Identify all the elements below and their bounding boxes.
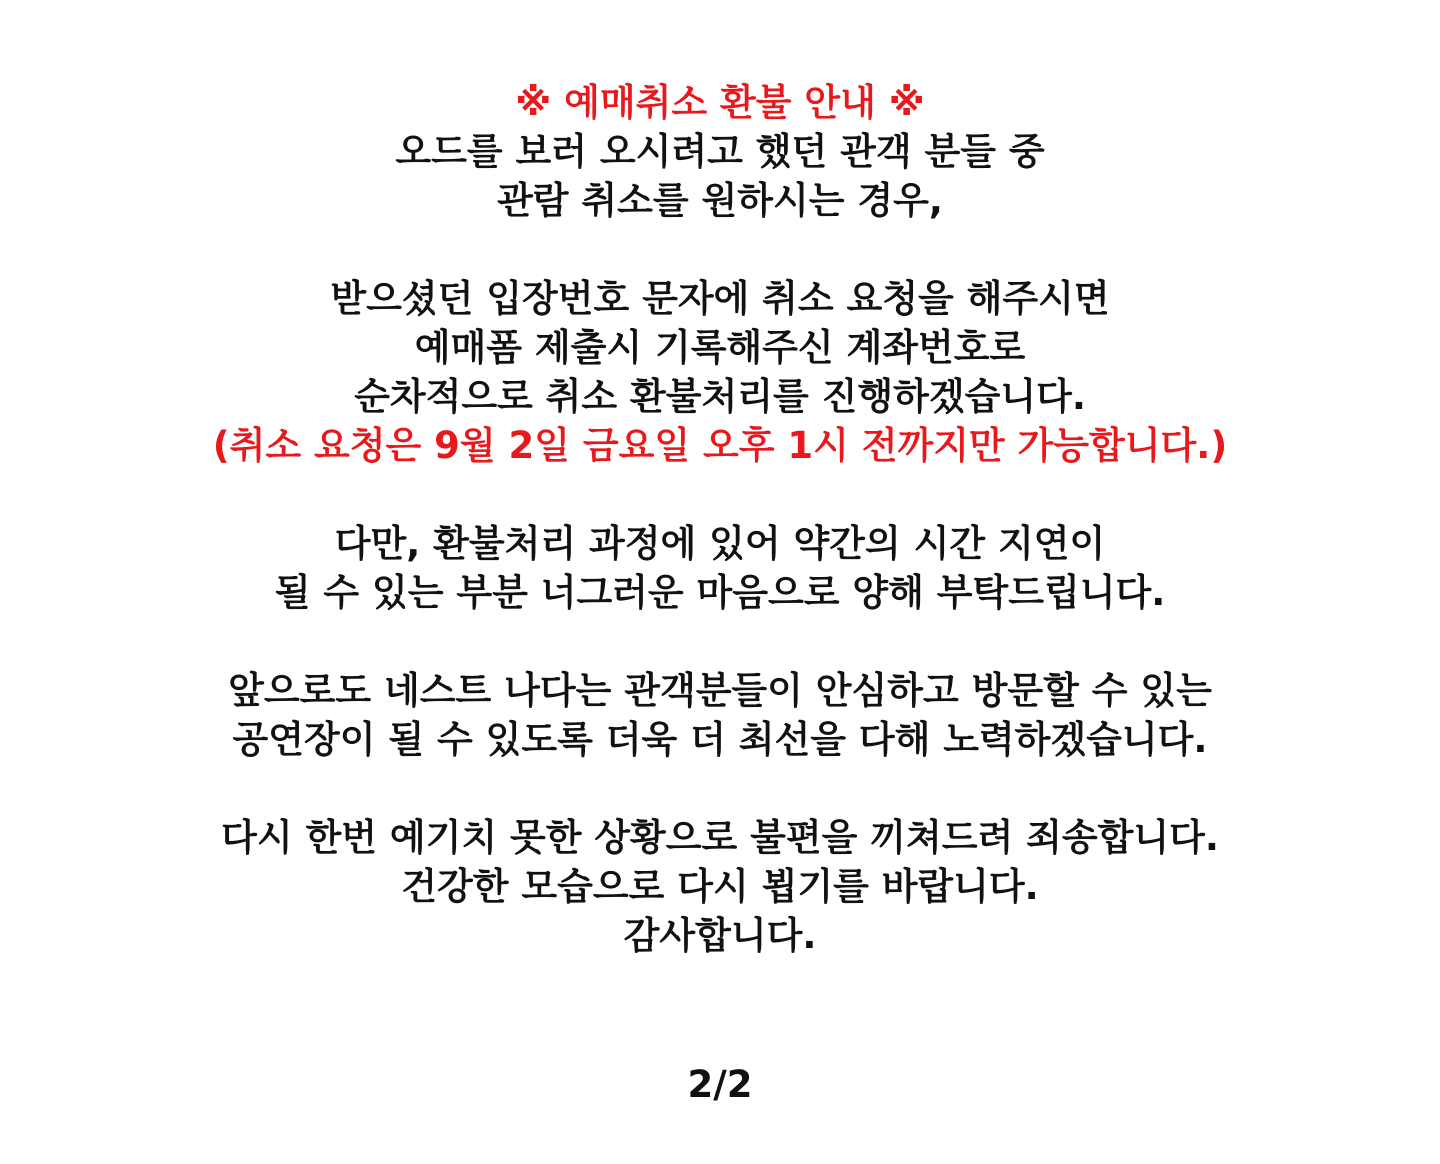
notice-line: 다만, 환불처리 과정에 있어 약간의 시간 지연이 [334, 522, 1106, 565]
notice-body [0, 78, 1440, 960]
notice-line: 될 수 있는 부분 너그러운 마음으로 양해 부탁드립니다. [274, 571, 1166, 614]
notice-title: ※ 예매취소 환불 안내 ※ [515, 81, 925, 124]
notice-line: 예매폼 제출시 기록해주신 계좌번호로 [414, 326, 1026, 369]
paragraph-gap [0, 617, 1440, 666]
notice-line: 오드를 보러 오시려고 했던 관객 분들 중 [395, 130, 1045, 173]
notice-line: 건강한 모습으로 다시 뵙기를 바랍니다. [401, 865, 1039, 908]
notice-line: 공연장이 될 수 있도록 더욱 더 최선을 다해 노력하겠습니다. [232, 718, 1208, 761]
notice-line: 다시 한번 예기치 못한 상황으로 불편을 끼쳐드려 죄송합니다. [221, 816, 1219, 859]
paragraph-gap [0, 470, 1440, 519]
notice-line: 감사합니다. [623, 914, 817, 957]
paragraph-gap [0, 225, 1440, 274]
notice-line: 앞으로도 네스트 나다는 관객분들이 안심하고 방문할 수 있는 [228, 669, 1212, 712]
notice-line: 관람 취소를 원하시는 경우, [497, 179, 943, 222]
notice-line: 받으셨던 입장번호 문자에 취소 요청을 해주시면 [330, 277, 1110, 320]
page-number: 2/2 [687, 1063, 753, 1106]
paragraph-gap [0, 764, 1440, 813]
deadline-notice: (취소 요청은 9월 2일 금요일 오후 1시 전까지만 가능합니다.) [212, 424, 1228, 467]
notice-line: 순차적으로 취소 환불처리를 진행하겠습니다. [354, 375, 1086, 418]
